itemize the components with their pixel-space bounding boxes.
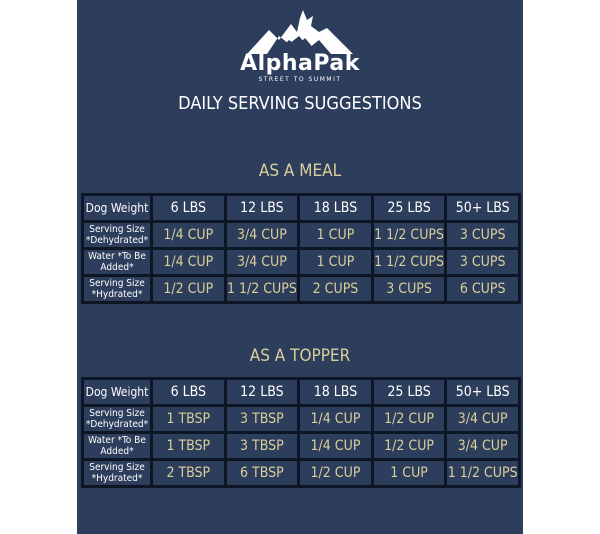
dog-weight-label: Dog Weight xyxy=(84,196,150,220)
weight-50-lbs: 50+ LBS xyxy=(447,196,518,220)
weight-25-lbs: 25 LBS xyxy=(374,196,445,220)
table-cell: 3 TBSP xyxy=(227,434,298,458)
row-label-line1: Serving Size xyxy=(89,224,145,235)
row-label-line1: Water *To Be xyxy=(88,251,146,262)
row-label-line1: Serving Size xyxy=(89,408,145,419)
topper-table xyxy=(81,377,521,488)
table-cell: 1 1/2 CUPS xyxy=(447,461,518,485)
weight-6-lbs: 6 LBS xyxy=(153,380,224,404)
table-row xyxy=(84,461,518,485)
row-label xyxy=(84,434,150,458)
table-cell: 1/2 CUP xyxy=(153,277,224,301)
row-label-line2: *Dehydrated* xyxy=(85,419,149,430)
table-cell: 6 CUPS xyxy=(447,277,518,301)
table-row xyxy=(84,223,518,247)
row-label-line1: Serving Size xyxy=(89,278,145,289)
table-cell: 3/4 CUP xyxy=(447,407,518,431)
row-label-line1: Water *To Be xyxy=(88,435,146,446)
table-cell: 1 TBSP xyxy=(153,407,224,431)
row-label-line2: Added* xyxy=(100,446,134,457)
table-cell: 6 TBSP xyxy=(227,461,298,485)
table-cell: 1/4 CUP xyxy=(153,250,224,274)
topper-heading: AS A TOPPER xyxy=(249,346,351,366)
weight-18-lbs: 18 LBS xyxy=(300,196,371,220)
weight-25-lbs: 25 LBS xyxy=(374,380,445,404)
row-label-line2: Added* xyxy=(100,262,134,273)
meal-table xyxy=(81,193,521,304)
table-cell: 3 CUPS xyxy=(447,223,518,247)
wolf-mountain-icon xyxy=(245,10,355,56)
table-cell: 1 TBSP xyxy=(153,434,224,458)
table-cell: 1/4 CUP xyxy=(300,434,371,458)
brand-name: AlphaPak xyxy=(240,51,360,76)
brand-tagline: STREET TO SUMMIT xyxy=(258,76,342,83)
table-cell: 2 CUPS xyxy=(300,277,371,301)
table-cell: 1 1/2 CUPS xyxy=(374,223,445,247)
table-cell: 1 1/2 CUPS xyxy=(227,277,298,301)
table-cell: 1/2 CUP xyxy=(374,434,445,458)
weight-50-lbs: 50+ LBS xyxy=(447,380,518,404)
table-cell: 1/4 CUP xyxy=(300,407,371,431)
row-label xyxy=(84,407,150,431)
weight-12-lbs: 12 LBS xyxy=(227,196,298,220)
table-cell: 3 TBSP xyxy=(227,407,298,431)
table-cell: 1/2 CUP xyxy=(374,407,445,431)
table-row xyxy=(84,434,518,458)
table-header-row xyxy=(84,380,518,404)
table-header-row xyxy=(84,196,518,220)
brand-logo xyxy=(77,10,523,84)
row-label xyxy=(84,461,150,485)
table-cell: 1 CUP xyxy=(374,461,445,485)
table-cell: 3 CUPS xyxy=(374,277,445,301)
table-cell: 1 1/2 CUPS xyxy=(374,250,445,274)
table-cell: 2 TBSP xyxy=(153,461,224,485)
table-cell: 1/2 CUP xyxy=(300,461,371,485)
meal-heading: AS A MEAL xyxy=(258,161,342,181)
row-label xyxy=(84,277,150,301)
row-label-line2: *Dehydrated* xyxy=(85,235,149,246)
table-row xyxy=(84,250,518,274)
dog-weight-label: Dog Weight xyxy=(84,380,150,404)
row-label xyxy=(84,250,150,274)
table-row xyxy=(84,407,518,431)
table-cell: 3/4 CUP xyxy=(227,250,298,274)
table-cell: 3/4 CUP xyxy=(447,434,518,458)
weight-12-lbs: 12 LBS xyxy=(227,380,298,404)
row-label xyxy=(84,223,150,247)
weight-18-lbs: 18 LBS xyxy=(300,380,371,404)
table-cell: 1/4 CUP xyxy=(153,223,224,247)
serving-guide-panel xyxy=(77,0,523,534)
table-cell: 1 CUP xyxy=(300,250,371,274)
page-title: DAILY SERVING SUGGESTIONS xyxy=(178,93,422,114)
row-label-line2: *Hydrated* xyxy=(91,473,143,484)
table-row xyxy=(84,277,518,301)
table-cell: 3/4 CUP xyxy=(227,223,298,247)
table-cell: 1 CUP xyxy=(300,223,371,247)
table-cell: 3 CUPS xyxy=(447,250,518,274)
row-label-line1: Serving Size xyxy=(89,462,145,473)
row-label-line2: *Hydrated* xyxy=(91,289,143,300)
weight-6-lbs: 6 LBS xyxy=(153,196,224,220)
